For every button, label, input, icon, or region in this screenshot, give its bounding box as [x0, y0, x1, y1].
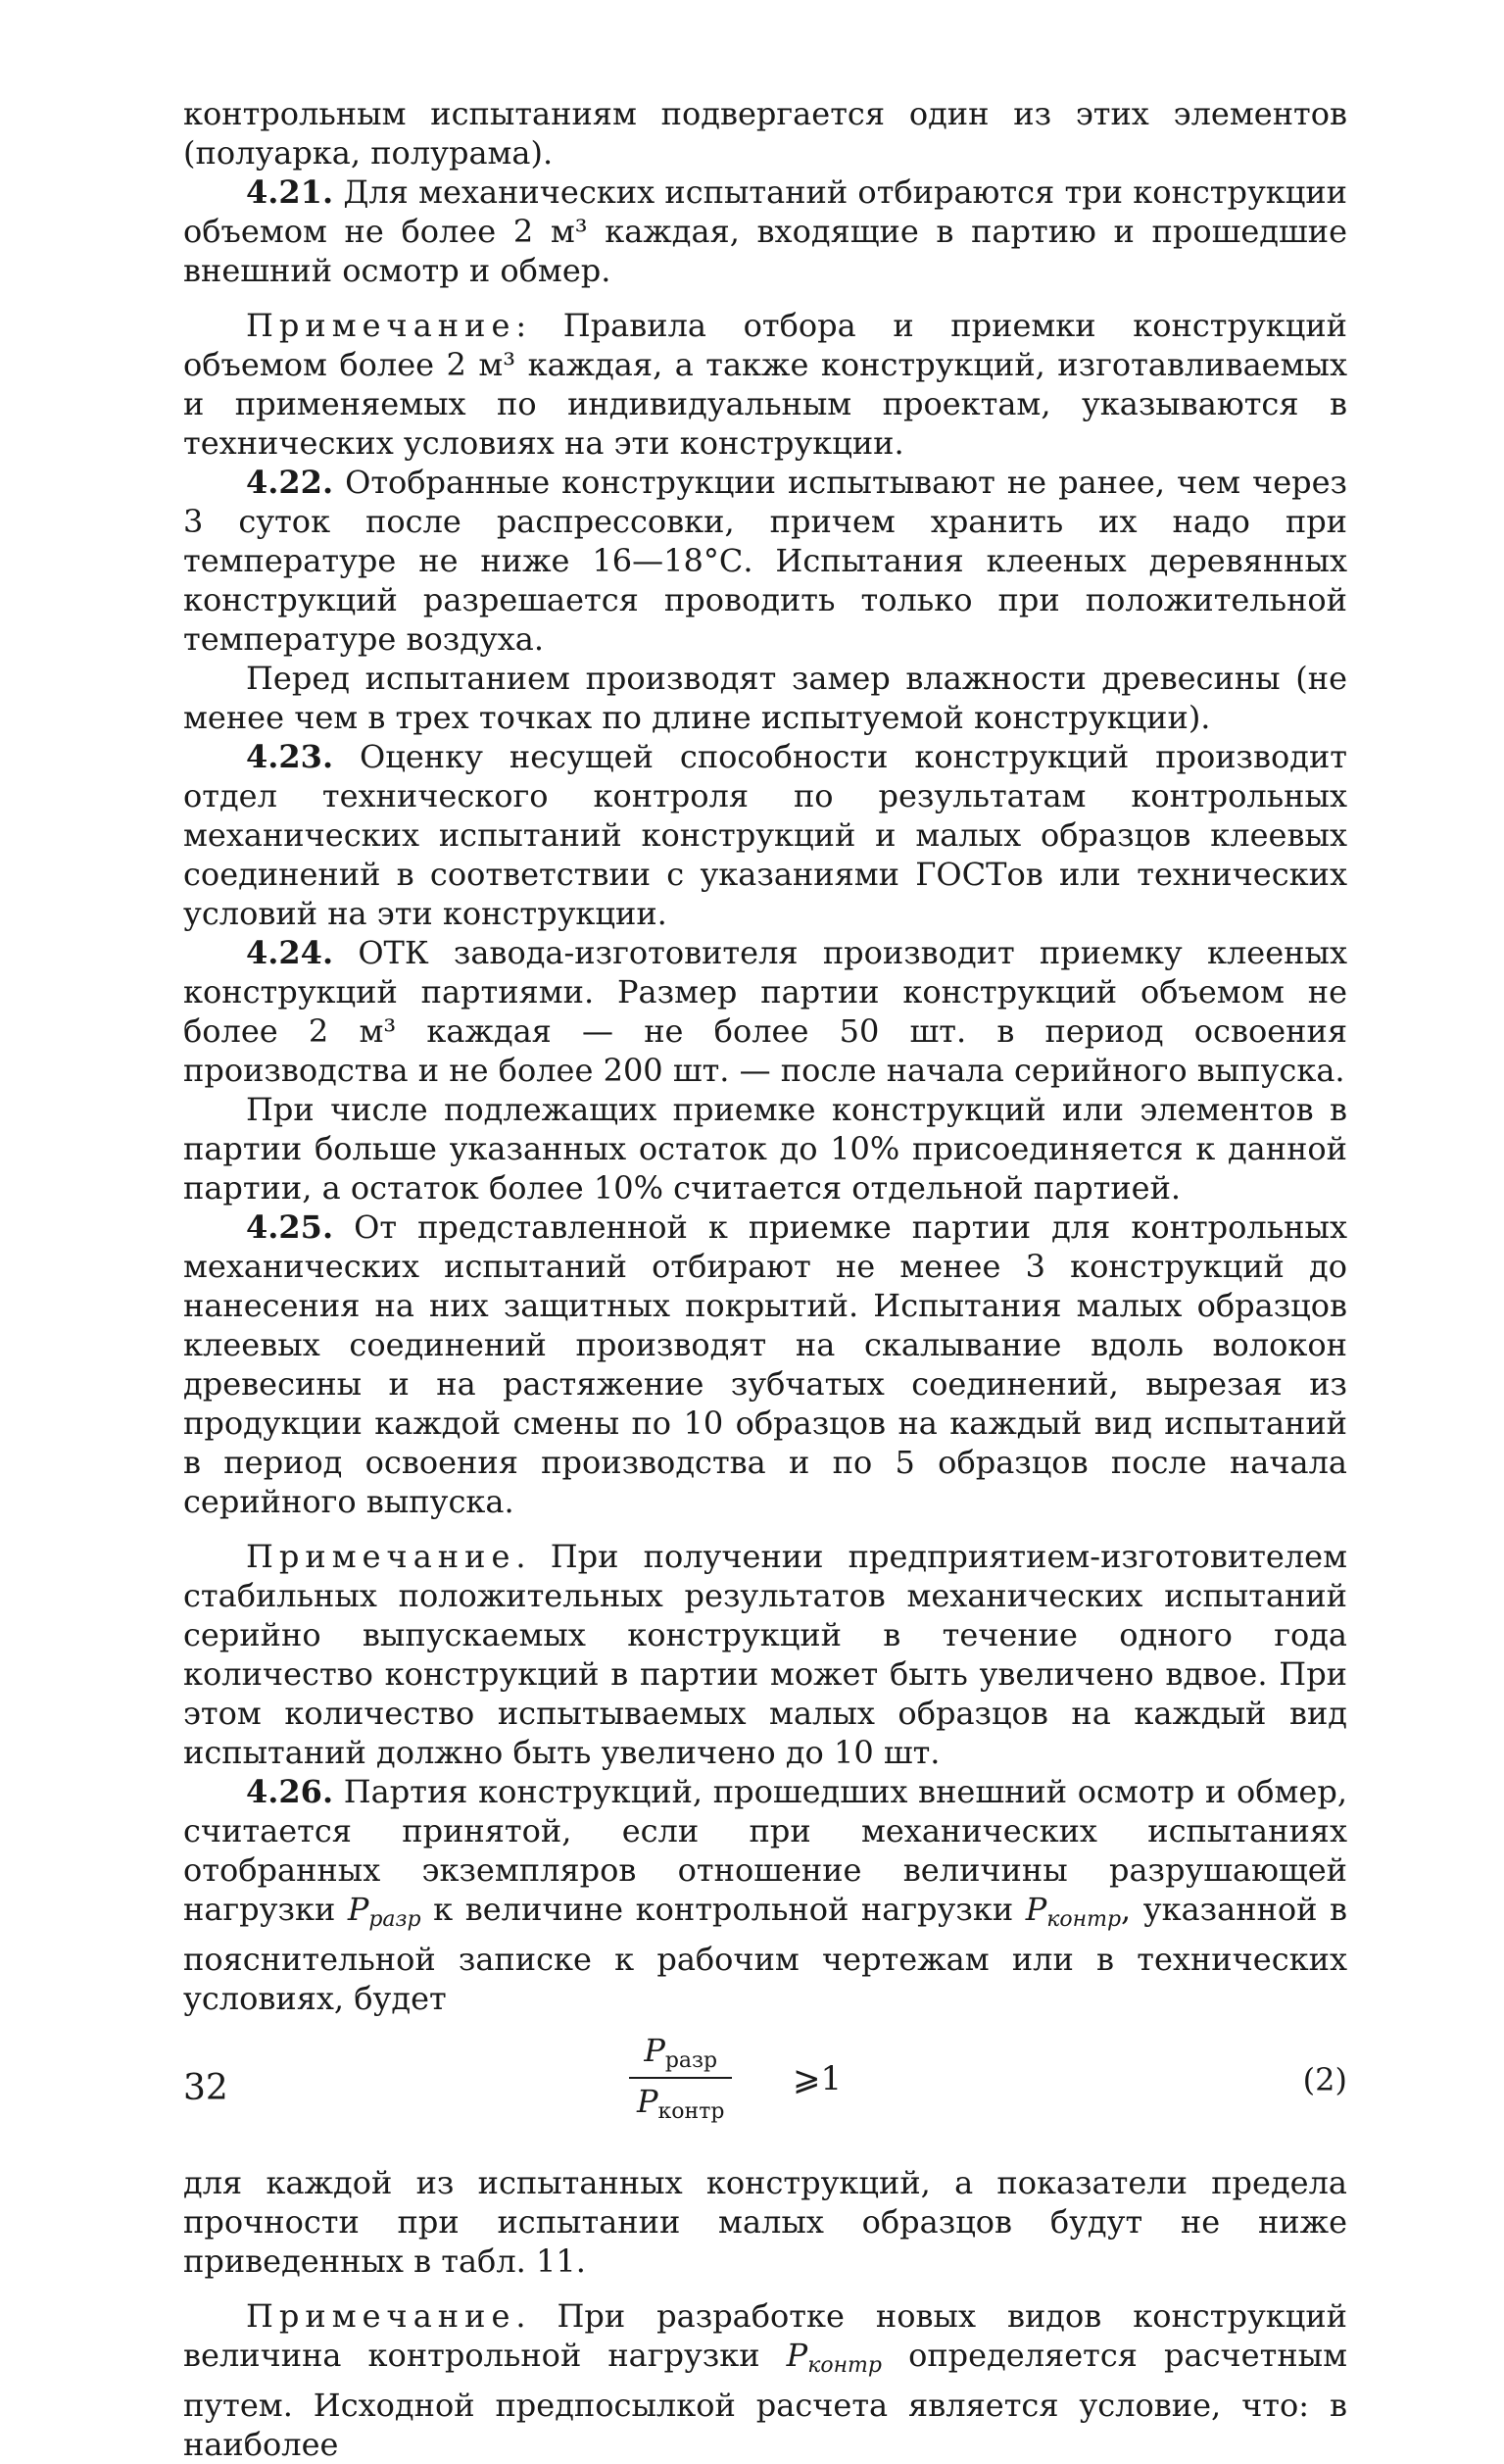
paragraph-4-24: 4.24. ОТК завода-изготовителя производит приемку клееных конструкций партиями. Размер партии конструкций объемом не более 2 м³ каждая — не более 50 шт. в период освоения производства и не более 200 шт. — после начала серийного выпуска. [183, 934, 1347, 1089]
paragraph-after-formula: для каждой из испытанных конструкций, а показатели предела прочности при испытании малых образцов будут не ниже приведенных в табл. 11. [183, 2164, 1347, 2280]
clause-number: 4.23. [246, 738, 334, 775]
formula-denominator: $P_{контр}$ [637, 2083, 725, 2124]
formula-numerator: $P_{разр}$ [629, 2026, 732, 2079]
formula-inequality: ⩾1 [793, 2059, 843, 2098]
page-number: 32 [183, 2068, 228, 2108]
note-label: Примечание [246, 307, 516, 344]
paragraph-4-25: 4.25. От представленной к приемке партии для контрольных механических испытаний отбирают не менее 3 конструкций до нанесения на них защитных покрытий. Испытания малых образцов клеевых соединений производят на скалывание вдоль волокон древесины и на растяжение зубчатых соединений, вырезая из продукции каждой смены по 10 образцов на каждый вид испытаний в период освоения производства и по 5 образцов после начала серийного выпуска. [183, 1208, 1347, 1520]
formula-fraction [629, 2026, 732, 2124]
formula-2 [183, 2026, 1347, 2151]
clause-number: 4.26. [246, 1773, 334, 1810]
clause-number: 4.21. [246, 173, 334, 211]
symbol-p-razr: $P_{разр}$ [347, 1891, 421, 1932]
paragraph-continuation: контрольным испытаниям подвергается один из этих элементов (полуарка, полурама). [183, 95, 1347, 172]
note-label: Примечание [246, 1538, 516, 1575]
paragraph-4-26: 4.26. Партия конструкций, прошедших внешний осмотр и обмер, считается принятой, если при механических испытаниях отобранных экземпляров отношение величины разрушающей нагрузки $P_{разр}$ к величине контрольной нагрузки $P_{контр}$, указанной в пояснительной записке к рабочим чертежам или в технических условиях, будет [183, 1773, 1348, 2017]
note-3: Примечание. При разработке новых видов конструкций величина контрольной нагрузки $P_{контр}$ определяется расчетным путем. Исходной предпосылкой расчета является условие, что: в наиболее [183, 2297, 1348, 2463]
note-1: Примечание: Правила отбора и приемки конструкций объемом более 2 м³ каждая, а также конструкций, изготавливаемых и применяемых по индивидуальным проектам, указываются в технических условиях на эти конструкции. [183, 307, 1347, 462]
formula-number: (2) [1302, 2061, 1347, 2098]
symbol-p-kontr: $P_{контр}$ [1025, 1891, 1122, 1932]
paragraph-4-23: 4.23. Оценку несущей способности конструкций производит отдел технического контроля по результатам контрольных механических испытаний конструкций и малых образцов клеевых соединений в соответствии с указаниями ГОСТов или технических условий на эти конструкции. [183, 738, 1347, 932]
clause-number: 4.22. [246, 464, 334, 501]
paragraph-batch-remainder: При числе подлежащих приемке конструкций или элементов в партии больше указанных остаток до 10% присоединяется к данной партии, а остаток более 10% считается отдельной партией. [183, 1091, 1347, 1207]
clause-number: 4.25. [246, 1208, 334, 1246]
symbol-p-kontr: $P_{контр}$ [786, 2337, 883, 2378]
note-label: Примечание [246, 2297, 516, 2335]
clause-number: 4.24. [246, 934, 334, 971]
paragraph-humidity: Перед испытанием производят замер влажности древесины (не менее чем в трех точках по длине испытуемой конструкции). [183, 660, 1347, 736]
paragraph-4-21: 4.21. Для механических испытаний отбираются три конструкции объемом не более 2 м³ каждая, входящие в партию и прошедшие внешний осмотр и обмер. [183, 173, 1347, 289]
note-2: Примечание. При получении предприятием-изготовителем стабильных положительных результатов механических испытаний серийно выпускаемых конструкций в течение одного года количество конструкций в партии может быть увеличено вдвое. При этом количество испытываемых малых образцов на каждый вид испытаний должно быть увеличено до 10 шт. [183, 1538, 1347, 1771]
paragraph-4-22: 4.22. Отобранные конструкции испытывают не ранее, чем через 3 суток после распрессовки, причем хранить их надо при температуре не ниже 16—18°С. Испытания клееных деревянных конструкций разрешается проводить только при положительной температуре воздуха. [183, 464, 1347, 658]
